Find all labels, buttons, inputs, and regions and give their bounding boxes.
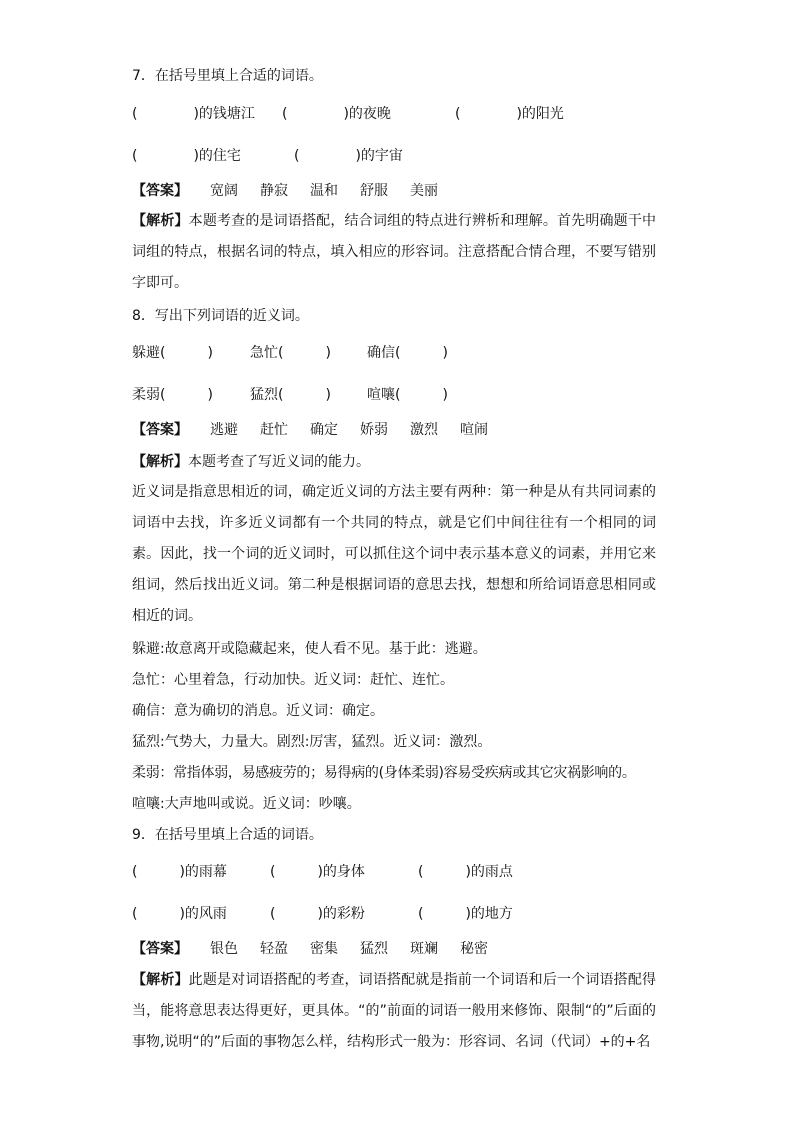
q9-analysis: [132, 965, 656, 1058]
analysis-text: 本题考查了写近义词的能力。: [188, 454, 370, 470]
q7-blank-4: ( )的住宅: [132, 148, 241, 164]
answer-item: 猛烈: [360, 941, 388, 957]
q8-explain-line: 急忙：心里着急，行动加快。近义词：赶忙、连忙。: [132, 672, 454, 688]
q8-explain-line: 猛烈:气势大，力量大。剧烈:厉害，猛烈。近义词：激烈。: [132, 734, 492, 750]
question-8-title: 8．写出下列词语的近义词。: [132, 308, 309, 324]
q8-blank-4: 柔弱( ): [132, 387, 213, 403]
answer-item: 温和: [310, 183, 338, 199]
answer-item: 宽阔: [210, 183, 238, 199]
answer-item: 激烈: [410, 422, 438, 438]
question-9-title: 9．在括号里填上合适的词语。: [132, 827, 323, 843]
answer-item: 赶忙: [260, 422, 288, 438]
answer-item: 斑斓: [410, 941, 438, 957]
answer-item: 银色: [210, 941, 238, 957]
q8-explain-line: 柔弱：常指体弱，易感疲劳的；易得病的(身体柔弱)容易受疾病或其它灾祸影响的。: [132, 765, 636, 781]
q9-blank-6: ( )的地方: [418, 906, 513, 922]
q7-blank-2: ( )的夜晚: [282, 106, 391, 122]
answer-item: 舒服: [360, 183, 388, 199]
q8-blank-6: 喧嚷( ): [367, 387, 448, 403]
q8-blank-5: 猛烈( ): [250, 387, 331, 403]
q7-analysis: [132, 206, 656, 299]
q8-body-paragraph: 近义词是指意思相近的词，确定近义词的方法主要有两种：第一种是从有共同词素的词语中去找，许多近义词都有一个共同的特点，就是它们中间往往有一个相同的词素。因此，找一个词的近义词时，可以抓住这个词中表示基本意义的词素，并用它来组词，然后找出近义词。第二种是根据词语的意思去找，想想和所给词语意思相同或相近的词。: [132, 484, 656, 624]
analysis-label: 【解析】: [132, 454, 188, 470]
answer-item: 娇弱: [360, 422, 388, 438]
answer-item: 美丽: [410, 183, 438, 199]
answer-item: 喧闹: [460, 422, 488, 438]
q8-explain-line: 喧嚷:大声地叫或说。近义词：吵嚷。: [132, 796, 361, 812]
q9-blank-3: ( )的雨点: [418, 864, 513, 880]
q8-blank-1: 躲避( ): [132, 345, 213, 361]
answer-label: 【答案】: [132, 941, 188, 957]
analysis-text: 本题考查的是词语搭配，结合词组的特点进行辨析和理解。首先明确题干中词组的特点，根据名词的特点，填入相应的形容词。注意搭配合情合理，不要写错别字即可。: [132, 213, 657, 291]
q8-answer-row: [132, 420, 488, 440]
q8-blank-3: 确信( ): [367, 345, 448, 361]
q7-answer-row: [132, 181, 438, 201]
analysis-label: 【解析】: [132, 972, 189, 988]
q9-blank-2: ( )的身体: [270, 864, 365, 880]
q9-answer-row: [132, 939, 488, 959]
q8-explain-line: 确信：意为确切的消息。近义词：确定。: [132, 703, 384, 719]
q9-blank-1: ( )的雨幕: [132, 864, 227, 880]
q8-analysis: [132, 452, 370, 472]
question-7-title: 7．在括号里填上合适的词语。: [132, 68, 323, 84]
q7-blank-5: ( )的宇宙: [294, 148, 403, 164]
q9-blank-5: ( )的彩粉: [270, 906, 365, 922]
answer-item: 密集: [310, 941, 338, 957]
q8-explain-line: 躲避:故意离开或隐藏起来，使人看不见。基于此：逃避。: [132, 641, 487, 657]
q8-blank-2: 急忙( ): [250, 345, 331, 361]
answer-item: 轻盈: [260, 941, 288, 957]
answer-label: 【答案】: [132, 422, 188, 438]
answer-label: 【答案】: [132, 183, 188, 199]
answer-item: 秘密: [460, 941, 488, 957]
q7-blank-3: ( )的阳光: [455, 106, 564, 122]
analysis-label: 【解析】: [132, 213, 189, 229]
analysis-text: 此题是对词语搭配的考查，词语搭配就是指前一个词语和后一个词语搭配得当，能将意思表达得更好，更具体。“的”前面的词语一般用来修饰、限制“的”后面的事物,说明“的”后面的事物怎么样，结构形式一般为：形容词、名词（代词）+的+名: [132, 972, 657, 1050]
q7-blank-1: ( )的钱塘江: [132, 106, 255, 122]
q9-blank-4: ( )的风雨: [132, 906, 227, 922]
answer-item: 逃避: [210, 422, 238, 438]
answer-item: 静寂: [260, 183, 288, 199]
answer-item: 确定: [310, 422, 338, 438]
